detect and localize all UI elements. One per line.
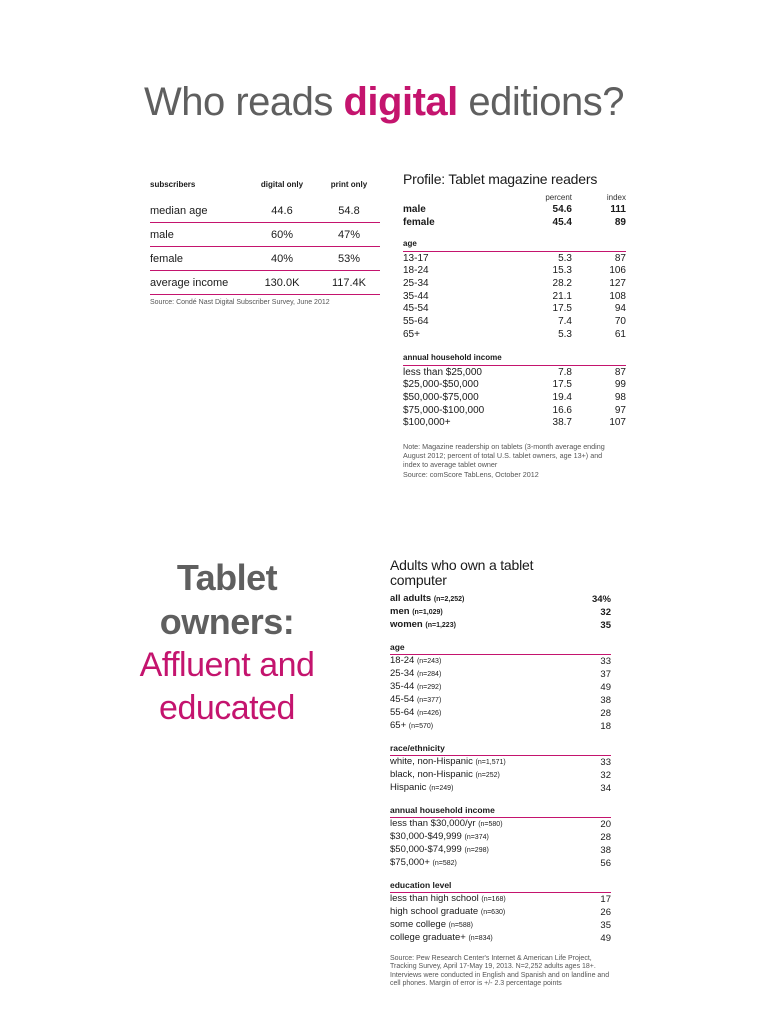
row-value: 38	[600, 694, 611, 706]
row-label	[390, 769, 579, 782]
table-row	[390, 893, 611, 906]
row-value: 18	[600, 720, 611, 732]
sample-size: (n=1,029)	[412, 609, 443, 616]
row-value: 32	[600, 769, 611, 781]
headline-line-3: Affluent and	[139, 646, 315, 684]
sample-size: (n=630)	[480, 909, 506, 916]
row-value: 17	[600, 893, 611, 905]
row-index: 87	[614, 252, 626, 264]
headline-line-2: owners:	[159, 601, 295, 642]
row-value: 35	[600, 919, 611, 931]
row-label: female	[150, 247, 246, 271]
row-value: 28	[600, 707, 611, 719]
row-label	[390, 606, 579, 619]
row-percent: 54.6	[552, 204, 572, 216]
profile-note	[403, 442, 618, 479]
row-label-text: black, non-Hispanic	[390, 769, 473, 780]
sample-size: (n=1,223)	[425, 622, 456, 629]
title-pre: Who reads	[143, 80, 344, 124]
table-row	[403, 392, 626, 405]
row-label-text: men	[390, 606, 410, 617]
row-percent: 45.4	[552, 217, 572, 229]
row-label: 55-64	[403, 316, 429, 328]
row-label: 18-24	[403, 265, 429, 277]
sample-size: (n=374)	[464, 834, 489, 841]
row-label: less than $25,000	[403, 366, 482, 378]
row-label-text: $50,000-$74,999	[390, 844, 462, 855]
sample-size: (n=252)	[475, 772, 500, 779]
table-row	[403, 278, 626, 291]
table-row	[390, 694, 611, 707]
row-label	[390, 857, 579, 870]
adults-income-table	[390, 818, 611, 870]
row-index: 89	[614, 217, 626, 229]
row-label	[390, 619, 579, 632]
headline-line-1: Tablet	[176, 557, 278, 598]
row-label	[390, 919, 579, 932]
row-value: 47%	[318, 223, 380, 247]
row-label-text: 35-44	[390, 681, 415, 692]
row-value: 35	[600, 619, 611, 631]
table-row	[390, 619, 611, 632]
row-label-text: 45-54	[390, 694, 415, 705]
row-index: 98	[614, 391, 626, 403]
percent-header: percent	[545, 193, 572, 202]
column-header: subscribers	[150, 180, 196, 189]
row-label: 65+	[403, 328, 420, 340]
table-row	[390, 593, 611, 606]
table-row	[390, 707, 611, 720]
table-row	[403, 252, 626, 265]
table-row	[390, 769, 611, 782]
row-label: female	[403, 217, 435, 229]
row-value: 34%	[591, 593, 611, 605]
table-row	[150, 247, 380, 271]
profile-income-table	[403, 366, 626, 429]
row-label-text: $30,000-$49,999	[390, 831, 462, 842]
row-index: 127	[609, 278, 626, 290]
row-label-text: white, non-Hispanic	[390, 756, 473, 767]
row-index: 99	[614, 379, 626, 391]
table-row	[390, 782, 611, 795]
row-label: $25,000-$50,000	[403, 379, 479, 391]
row-label: male	[403, 204, 426, 216]
adults-race-table	[390, 756, 611, 795]
row-value: 37	[600, 668, 611, 680]
row-label	[390, 720, 579, 733]
row-index: 107	[609, 417, 626, 429]
row-index: 94	[614, 303, 626, 315]
page-title	[0, 80, 768, 125]
row-percent: 19.4	[552, 391, 572, 403]
adults-education-label: education level	[390, 880, 611, 893]
table-row	[390, 681, 611, 694]
row-percent: 21.1	[552, 290, 572, 302]
title-highlight: digital	[343, 80, 458, 124]
sample-size: (n=1,571)	[475, 759, 506, 766]
row-label	[390, 844, 579, 857]
profile-source: Source: comScore TabLens, October 2012	[403, 469, 539, 479]
adults-table-block	[390, 558, 611, 988]
row-percent: 15.3	[552, 265, 572, 277]
row-label-text: all adults	[390, 593, 432, 604]
profile-age-table	[403, 252, 626, 341]
row-label: $75,000-$100,000	[403, 404, 485, 416]
sample-size: (n=582)	[432, 860, 457, 867]
row-value: 33	[600, 655, 611, 667]
subscribers-table	[150, 180, 380, 295]
profile-table-block	[403, 171, 626, 479]
row-label	[390, 831, 579, 844]
row-label-text: 25-34	[390, 668, 415, 679]
index-header: index	[606, 193, 626, 202]
row-value: 49	[600, 932, 611, 944]
table-row	[390, 756, 611, 769]
table-row	[150, 199, 380, 223]
column-header: digital only	[260, 180, 304, 189]
table-row	[403, 329, 626, 342]
sample-size: (n=2,252)	[433, 596, 465, 603]
adults-source: Source: Pew Research Center's Internet & American Life Project, Tracking Survey, April 17-May 19, 2013. N=2,252 adults ages 18+. Interviews were conducted in English and Spanish and on landline and cell phones. Margin of error is +/- 2.3 percentage points	[390, 955, 610, 987]
row-label	[390, 756, 579, 769]
row-label-text: women	[390, 619, 423, 630]
row-label-text: Hispanic	[390, 782, 427, 793]
row-value: 20	[600, 818, 611, 830]
sample-size: (n=570)	[408, 723, 434, 730]
row-percent: 7.8	[558, 366, 572, 378]
column-header: print only	[330, 180, 368, 189]
table-row	[390, 906, 611, 919]
table-row	[390, 919, 611, 932]
row-label-text: college graduate+	[390, 932, 466, 943]
row-label: $50,000-$75,000	[403, 391, 479, 403]
row-value: 44.6	[246, 199, 318, 223]
row-label	[390, 593, 579, 606]
row-value: 117.4K	[318, 271, 380, 295]
row-label	[390, 668, 579, 681]
profile-note-text: Note: Magazine readership on tablets (3-month average ending August 2012; percent of total U.S. tablet owners, age 13+) and index to average tablet owner	[403, 441, 605, 470]
sample-size: (n=426)	[416, 710, 442, 717]
row-label: 25-34	[403, 278, 429, 290]
table-row	[390, 831, 611, 844]
row-index: 87	[614, 366, 626, 378]
profile-age-label: age	[403, 239, 626, 252]
row-label	[390, 655, 579, 668]
row-percent: 17.5	[552, 303, 572, 315]
row-index: 111	[610, 204, 626, 216]
row-label-text: 18-24	[390, 655, 415, 666]
table-row	[403, 417, 626, 430]
subscribers-table-block	[150, 180, 380, 306]
row-label	[390, 694, 579, 707]
row-label: male	[150, 223, 246, 247]
row-label	[390, 818, 579, 831]
row-value: 54.8	[318, 199, 380, 223]
sample-size: (n=588)	[448, 922, 473, 929]
table-row	[390, 818, 611, 831]
row-percent: 28.2	[552, 278, 572, 290]
sample-size: (n=243)	[416, 658, 442, 665]
adults-overall-table	[390, 593, 611, 632]
row-value: 130.0K	[246, 271, 318, 295]
adults-education-table	[390, 893, 611, 945]
profile-title: Profile: Tablet magazine readers	[403, 171, 598, 187]
table-row	[390, 932, 611, 945]
title-post: editions?	[457, 80, 625, 124]
row-label: 35-44	[403, 290, 429, 302]
profile-gender-table	[403, 204, 626, 229]
row-value: 33	[600, 756, 611, 768]
row-value: 49	[600, 681, 611, 693]
row-label	[390, 893, 579, 906]
table-row	[403, 404, 626, 417]
row-label: 45-54	[403, 303, 429, 315]
table-row	[390, 720, 611, 733]
table-row	[390, 606, 611, 619]
adults-income-label: annual household income	[390, 805, 611, 818]
row-percent: 16.6	[552, 404, 572, 416]
table-row	[150, 271, 380, 295]
table-row	[390, 857, 611, 870]
row-index: 97	[614, 404, 626, 416]
table-row	[390, 844, 611, 857]
row-index: 61	[614, 328, 626, 340]
row-percent: 7.4	[558, 316, 572, 328]
subscribers-source: Source: Condé Nast Digital Subscriber Survey, June 2012	[150, 299, 330, 306]
row-value: 28	[600, 831, 611, 843]
sample-size: (n=834)	[468, 935, 493, 942]
row-label: average income	[150, 271, 246, 295]
row-value: 34	[600, 782, 611, 794]
row-label-text: $75,000+	[390, 857, 430, 868]
row-value: 56	[600, 857, 611, 869]
adults-race-label: race/ethnicity	[390, 743, 611, 756]
row-label-text: some college	[390, 919, 446, 930]
row-label	[390, 707, 579, 720]
profile-column-headers	[403, 193, 626, 204]
adults-age-table	[390, 655, 611, 733]
row-index: 108	[609, 290, 626, 302]
row-label-text: high school graduate	[390, 906, 479, 917]
table-row	[403, 316, 626, 329]
sample-size: (n=168)	[481, 896, 506, 903]
headline-line-4: educated	[159, 689, 295, 727]
subscribers-rows	[150, 199, 380, 295]
table-header-row	[150, 180, 380, 199]
row-label-text: 55-64	[390, 707, 415, 718]
table-row	[403, 290, 626, 303]
profile-income-label: annual household income	[403, 353, 626, 366]
sample-size: (n=249)	[429, 785, 454, 792]
adults-title: Adults who own a tablet computer	[390, 557, 534, 588]
row-label-text: less than $30,000/yr	[390, 818, 476, 829]
sample-size: (n=292)	[416, 684, 442, 691]
row-index: 70	[614, 316, 626, 328]
row-value: 60%	[246, 223, 318, 247]
row-percent: 5.3	[558, 328, 572, 340]
table-row	[403, 303, 626, 316]
row-label-text: less than high school	[390, 893, 479, 904]
row-label	[390, 932, 579, 945]
sample-size: (n=298)	[464, 847, 489, 854]
table-row	[150, 223, 380, 247]
row-value: 26	[600, 906, 611, 918]
row-value: 32	[600, 606, 611, 618]
row-label: median age	[150, 199, 246, 223]
row-index: 106	[609, 265, 626, 277]
row-label	[390, 681, 579, 694]
row-label-text: 65+	[390, 720, 407, 731]
sample-size: (n=377)	[416, 697, 442, 704]
table-row	[403, 217, 626, 230]
table-row	[403, 366, 626, 379]
row-label	[390, 906, 579, 919]
adults-age-label: age	[390, 642, 611, 655]
row-percent: 5.3	[558, 252, 572, 264]
row-value: 38	[600, 844, 611, 856]
row-value: 53%	[318, 247, 380, 271]
row-label: $100,000+	[403, 417, 451, 429]
row-value: 40%	[246, 247, 318, 271]
table-row	[403, 204, 626, 217]
tablet-owners-headline	[120, 556, 334, 730]
row-percent: 17.5	[552, 379, 572, 391]
table-row	[403, 379, 626, 392]
row-percent: 38.7	[552, 417, 572, 429]
table-row	[390, 655, 611, 668]
row-label: 13-17	[403, 252, 429, 264]
row-label	[390, 782, 579, 795]
sample-size: (n=580)	[478, 821, 503, 828]
table-row	[390, 668, 611, 681]
table-row	[403, 265, 626, 278]
sample-size: (n=284)	[416, 671, 442, 678]
